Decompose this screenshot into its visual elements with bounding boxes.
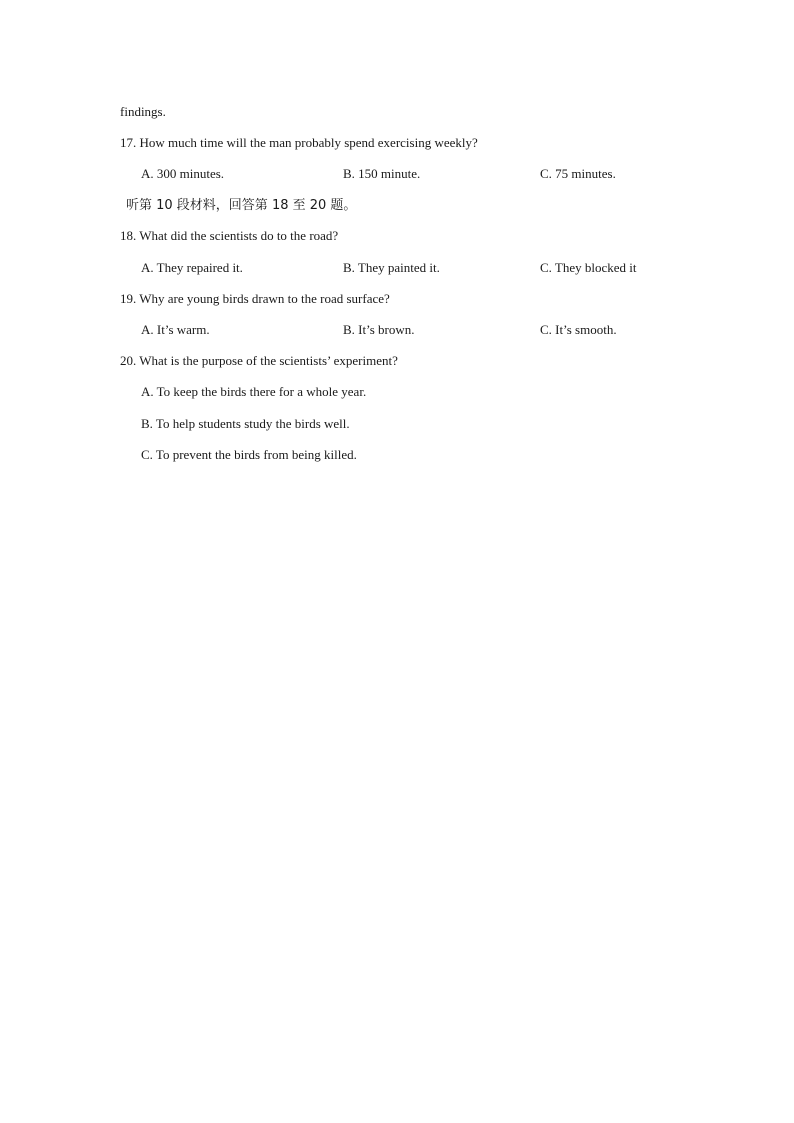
- q17-option-a: A. 300 minutes.: [141, 166, 225, 181]
- q20-option-b: B. To help students study the birds well.: [141, 416, 350, 431]
- question-20: 20. What is the purpose of the scientists’ experiment?: [120, 353, 398, 368]
- q19-option-b: B. It’s brown.: [343, 322, 415, 337]
- question-19: 19. Why are young birds drawn to the road surface?: [120, 291, 390, 306]
- q18-option-a: A. They repaired it.: [141, 260, 243, 275]
- q20-option-c: C. To prevent the birds from being killed.: [141, 447, 357, 462]
- question-17: 17. How much time will the man probably spend exercising weekly?: [120, 135, 478, 150]
- q18-option-c: C. They blocked it: [540, 260, 637, 275]
- q20-option-a: A. To keep the birds there for a whole year.: [141, 384, 367, 399]
- q18-option-b: B. They painted it.: [343, 260, 440, 275]
- continuation-text: findings.: [120, 104, 166, 119]
- q19-option-c: C. It’s smooth.: [540, 322, 617, 337]
- q17-option-b: B. 150 minute.: [343, 166, 421, 181]
- q17-option-c: C. 75 minutes.: [540, 166, 616, 181]
- question-18: 18. What did the scientists do to the road?: [120, 228, 339, 243]
- section-instruction: 听第 10 段材料，回答第 18 至 20 题。: [126, 198, 357, 213]
- q19-option-a: A. It’s warm.: [141, 322, 210, 337]
